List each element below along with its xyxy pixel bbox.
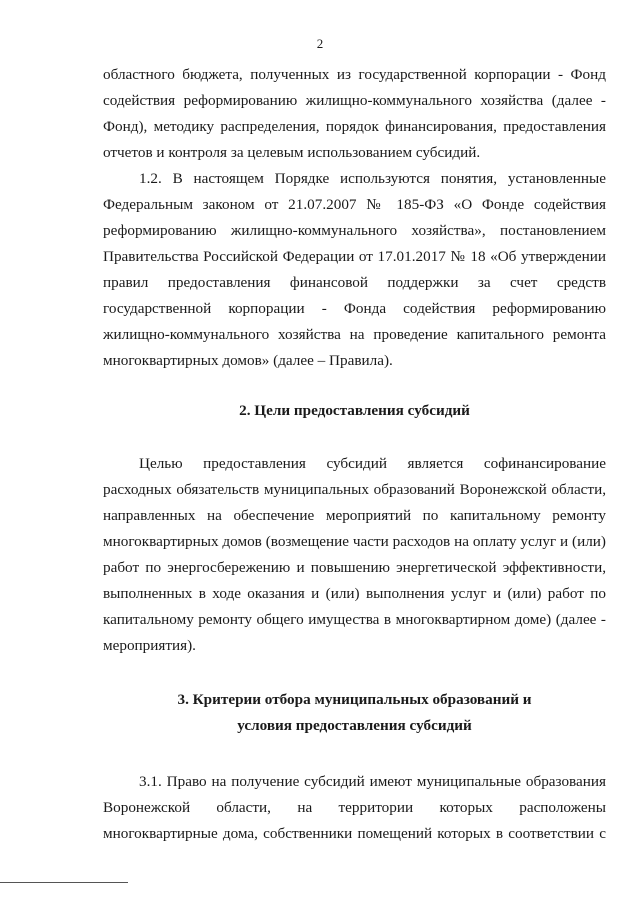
text-line: многоквартирные дома, собственники помещений которых в соответствии с [103,825,606,842]
document-body [103,62,606,847]
text-line: государственной корпорации - Фонда содействия реформированию [103,300,606,317]
text-line: правил предоставления финансовой поддержки за счет средств [103,274,606,291]
page-number: 2 [316,36,324,51]
text-line: Фонд), методику распределения, порядок финансирования, предоставления [103,118,606,135]
text-line: жилищно-коммунального хозяйства на проведение капитального ремонта [103,326,606,343]
paragraph-intro-continuation [103,62,606,166]
text-line: расходных обязательств муниципальных образований Воронежской области, [103,481,606,498]
footer-rule [0,882,128,883]
text-line: многоквартирных домов» (далее – Правила). [103,352,393,369]
section-heading-2 [103,398,606,424]
text-line: Правительства Российской Федерации от 17.01.2017 № 18 «Об утверждении [103,248,606,265]
section-heading-3 [103,687,606,739]
paragraph-3-1 [103,769,606,847]
text-line: многоквартирных домов (возмещение части расходов на оплату услуг и (или) [103,533,606,550]
paragraph-1-2 [103,166,606,374]
text-line: направленных на обеспечение мероприятий по капитальному ремонту [103,507,606,524]
text-line: областного бюджета, полученных из государственной корпорации - Фонд [103,66,606,83]
text-line: реформированию жилищно-коммунального хозяйства», постановлением [103,222,606,239]
text-line: Федеральным законом от 21.07.2007 № 185-ФЗ «О Фонде содействия [103,196,606,213]
text-line: капитальному ремонту общего имущества в многоквартирном доме) (далее - [103,611,606,628]
text-line: 3.1. Право на получение субсидий имеют муниципальные образования [139,773,606,790]
heading-line: 2. Цели предоставления субсидий [239,402,470,419]
text-line: мероприятия). [103,637,196,654]
text-line: работ по энергосбережению и повышению энергетической эффективности, [103,559,606,576]
text-line: содействия реформированию жилищно-коммунального хозяйства (далее - [103,92,606,109]
text-line: отчетов и контроля за целевым использованием субсидий. [103,144,481,161]
text-line: выполненных в ходе оказания и (или) выполнения услуг и (или) работ по [103,585,606,602]
heading-line: 3. Критерии отбора муниципальных образований и [177,691,532,708]
paragraph-section-2 [103,451,606,659]
text-line: Целью предоставления субсидий является софинансирование [139,455,606,472]
heading-line: условия предоставления субсидий [237,717,472,734]
text-line: Воронежской области, на территории которых расположены [103,799,606,816]
text-line: 1.2. В настоящем Порядке используются понятия, установленные [139,170,606,187]
